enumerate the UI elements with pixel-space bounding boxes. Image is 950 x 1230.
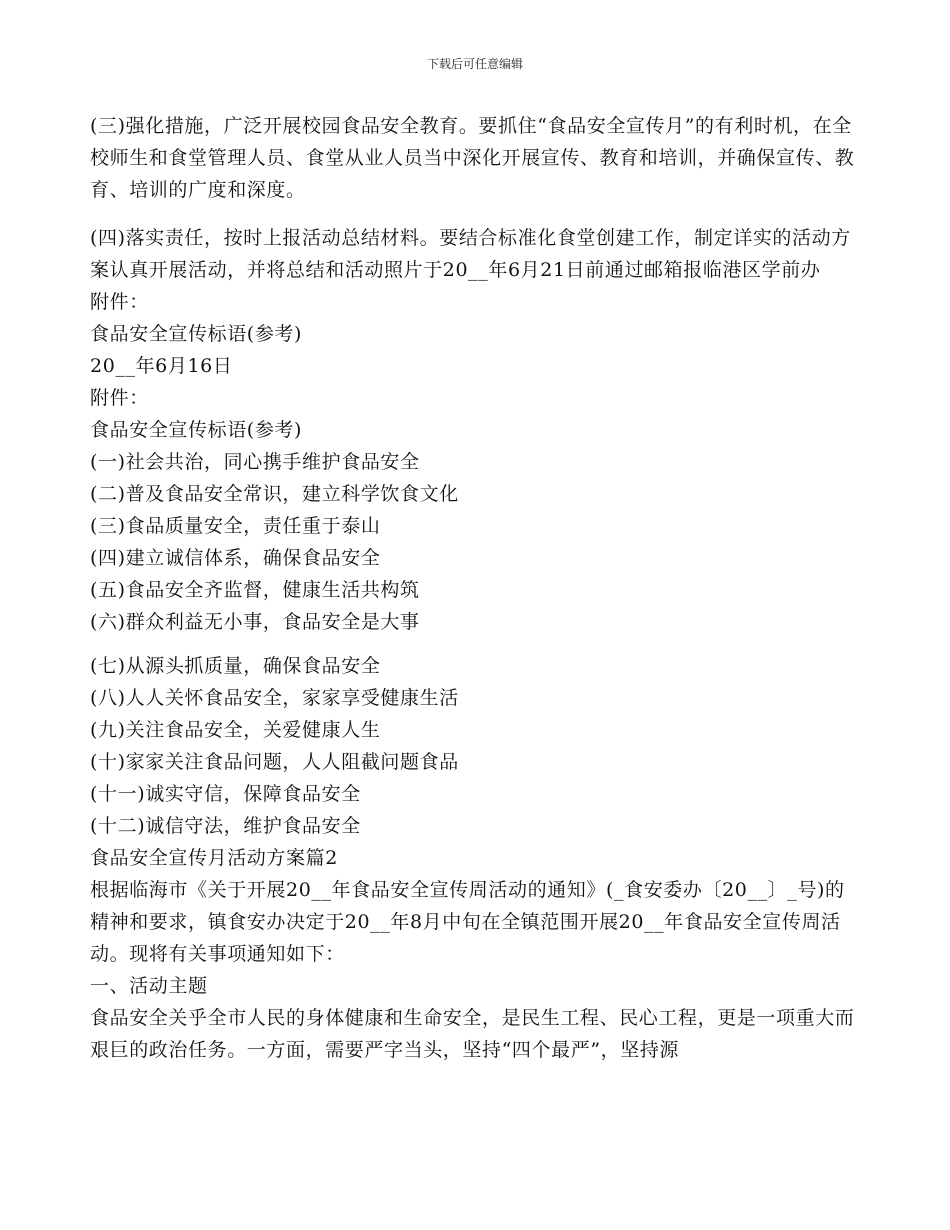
slogan-item: (四)建立诚信体系，确保食品安全 [90,547,381,569]
slogan-title: 食品安全宣传标语(参考) [90,419,303,441]
heading-activity-theme: 一、活动主题 [90,975,208,997]
slogan-item: (十)家家关注食品问题，人人阻截问题食品 [90,751,459,773]
slogan-item: (十一)诚实守信，保障食品安全 [90,783,361,805]
slogan-item: (七)从源头抓质量，确保食品安全 [90,655,381,677]
document-body [90,110,862,1066]
attachment-label: 附件： [90,291,149,313]
document-date: 20__年6月16日 [90,355,233,377]
slogan-item: (九)关注食品安全，关爱健康人生 [90,719,381,741]
section-title: 食品安全宣传月活动方案篇2 [90,847,338,869]
page-header-note: 下载后可任意编辑 [426,57,523,71]
paragraph-measures: (三)强化措施，广泛开展校园食品安全教育。要抓住“食品安全宣传月”的有利时机，在全校师生和食堂管理人员、食堂从业人员当中深化开展宣传、教育和培训，并确保宣传、教育、培训的广度和深度。 [90,115,855,201]
slogan-item: (十二)诚信守法，维护食品安全 [90,815,361,837]
attachment-label: 附件： [90,387,149,409]
slogan-item: (六)群众利益无小事，食品安全是大事 [90,611,420,633]
slogan-title: 食品安全宣传标语(参考) [90,323,303,345]
paragraph-responsibility: (四)落实责任，按时上报活动总结材料。要结合标准化食堂创建工作，制定详实的活动方案认真开展活动，并将总结和活动照片于20__年6月21日前通过邮箱报临港区学前办 [90,227,851,281]
slogan-item: (五)食品安全齐监督，健康生活共构筑 [90,579,420,601]
slogan-item: (八)人人关怀食品安全，家家享受健康生活 [90,687,459,709]
slogan-item: (二)普及食品安全常识，建立科学饮食文化 [90,483,459,505]
paragraph-theme: 食品安全关乎全市人民的身体健康和生命安全，是民生工程、民心工程，更是一项重大而艰巨的政治任务。一方面，需要严字当头，坚持“四个最严”，坚持源 [90,1007,855,1061]
slogan-item: (一)社会共治，同心携手维护食品安全 [90,451,420,473]
paragraph-notice: 根据临海市《关于开展20__年食品安全宣传周活动的通知》(_食安委办〔20__〕_号)的精神和要求，镇食安办决定于20__年8月中旬在全镇范围开展20__年食品安全宣传周活动。现将有关事项通知如下： [90,879,845,965]
slogan-item: (三)食品质量安全，责任重于泰山 [90,515,381,537]
